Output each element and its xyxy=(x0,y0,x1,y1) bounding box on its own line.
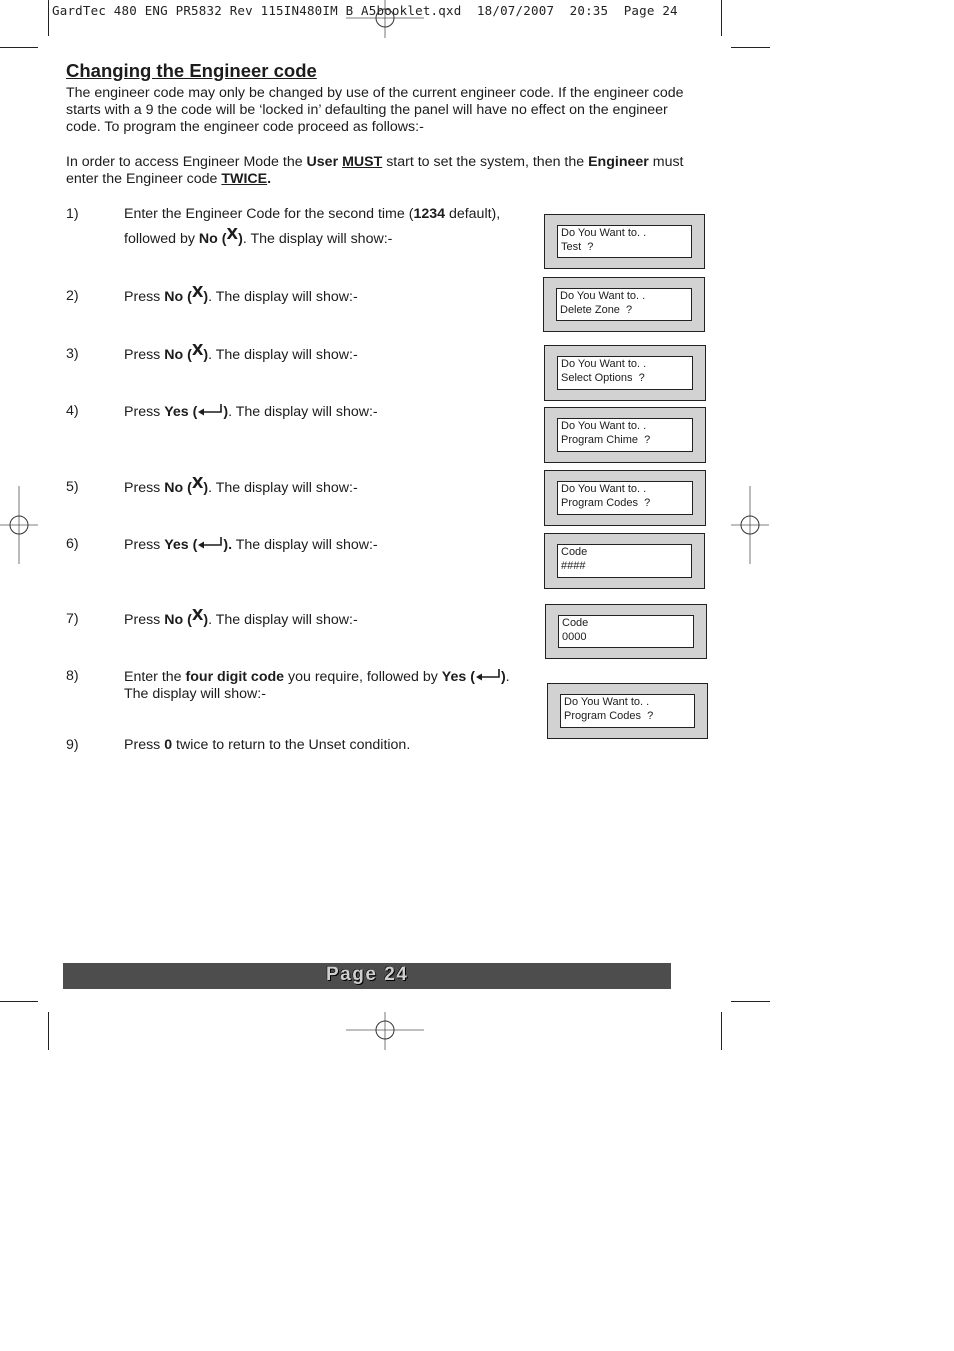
registration-mark-icon xyxy=(346,0,424,38)
step-text xyxy=(124,206,500,248)
intro-text: The engineer code may only be changed by use of the current engineer code. If the engineer code starts with a 9 the code will be ‘locked in’ defaulting the panel will have no effect on the engineer code. To program the engineer code proceed as follows:- xyxy=(66,85,684,135)
four-digit-code-text: four digit code xyxy=(185,669,285,685)
step-text-part: Enter the Engineer Code for the second time ( xyxy=(124,206,414,222)
key-label: ) xyxy=(203,289,209,305)
enter-arrow-icon xyxy=(197,403,223,417)
step-text-part: Press xyxy=(124,289,165,305)
crop-mark xyxy=(721,0,722,36)
no-key-icon: X xyxy=(191,474,204,492)
display-line: Program Codes ? xyxy=(564,709,654,722)
display-line: Code xyxy=(561,546,588,558)
step-text xyxy=(124,474,358,497)
registration-mark-icon xyxy=(731,486,769,564)
must-word: MUST xyxy=(342,154,383,170)
display-line: Program Chime ? xyxy=(561,433,651,446)
access-text: start to set the system, then the xyxy=(382,154,589,170)
display-screen xyxy=(557,356,693,390)
display-line: Program Codes ? xyxy=(561,496,651,509)
step-number: 1) xyxy=(66,206,79,222)
display-line: Do You Want to. . xyxy=(561,227,647,239)
step-text xyxy=(124,536,378,554)
step-number: 6) xyxy=(66,536,79,552)
crop-mark xyxy=(0,1001,38,1002)
step-number: 4) xyxy=(66,403,79,419)
step-text xyxy=(124,668,510,703)
display-line: Do You Want to. . xyxy=(560,290,646,302)
step-text-part: Press xyxy=(124,347,165,363)
file-slug: GardTec 480 ENG PR5832 Rev 115IN480IM B A5booklet.qxd 18/07/2007 20:35 Page 24 xyxy=(52,3,678,18)
step-number: 5) xyxy=(66,479,79,495)
display-screen xyxy=(557,544,692,578)
step-text-part: default), xyxy=(445,206,501,222)
no-key-icon: X xyxy=(191,341,204,359)
step-text-part: . The display will show:- xyxy=(208,480,358,496)
key-label: ) xyxy=(500,669,506,685)
step-number: 9) xyxy=(66,737,79,753)
step-text xyxy=(124,341,358,364)
display-screen xyxy=(556,288,692,321)
step-text-part: . The display will show:- xyxy=(228,404,378,420)
display-line: Do You Want to. . xyxy=(561,358,647,370)
registration-mark-icon xyxy=(346,1012,424,1050)
step-text-part: Press xyxy=(124,404,165,420)
keypad-display xyxy=(544,533,705,589)
crop-mark xyxy=(48,0,49,36)
key-label: Yes ( xyxy=(164,537,198,553)
key-label: ) xyxy=(203,612,209,628)
step-number: 7) xyxy=(66,611,79,627)
crop-mark xyxy=(731,1001,770,1002)
access-text: must enter the Engineer code xyxy=(66,154,684,187)
crop-mark xyxy=(731,47,770,48)
display-screen xyxy=(557,225,692,258)
crop-mark xyxy=(0,47,38,48)
crop-mark xyxy=(721,1012,722,1050)
engineer-word: Engineer xyxy=(588,154,649,170)
keypad-display xyxy=(544,214,705,269)
display-line: Select Options ? xyxy=(561,371,645,384)
step-text-part: . xyxy=(505,669,510,685)
step-text-part: . The display will show:- xyxy=(242,231,393,247)
zero-key-text: 0 xyxy=(164,737,173,753)
crop-mark xyxy=(48,1012,49,1050)
step-text xyxy=(124,606,358,629)
page-title: Changing the Engineer code xyxy=(66,60,317,81)
step-line xyxy=(124,225,500,248)
default-code: 1234 xyxy=(413,206,445,222)
key-label: No ( xyxy=(164,289,192,305)
step-text-part: followed by xyxy=(124,231,199,247)
keypad-display xyxy=(544,345,706,401)
display-screen xyxy=(560,694,695,728)
step-text-part: . The display will show:- xyxy=(208,612,358,628)
step-text xyxy=(124,403,378,421)
step-text-part: Press xyxy=(124,480,165,496)
key-label: ) xyxy=(203,347,209,363)
keypad-display xyxy=(543,277,705,332)
step-text-part: Press xyxy=(124,537,165,553)
keypad-display xyxy=(544,407,706,463)
key-label: ). xyxy=(223,537,233,553)
key-label: ) xyxy=(238,231,243,247)
key-label: No ( xyxy=(198,231,227,247)
key-label: No ( xyxy=(164,612,192,628)
keypad-display xyxy=(547,683,708,739)
display-screen xyxy=(557,481,693,515)
key-label: Yes ( xyxy=(441,669,475,685)
step-text-part: . The display will show:- xyxy=(208,289,358,305)
step-text xyxy=(124,283,358,306)
step-number: 2) xyxy=(66,288,79,304)
no-key-icon: X xyxy=(226,225,239,243)
key-label: ) xyxy=(203,480,209,496)
display-screen xyxy=(558,615,694,648)
step-text-part: . The display will show:- xyxy=(208,347,358,363)
key-label: No ( xyxy=(164,347,192,363)
step-number: 8) xyxy=(66,668,79,684)
display-screen xyxy=(557,418,693,452)
step-text-part: The display will show:- xyxy=(232,537,378,553)
twice-word: TWICE xyxy=(221,171,268,187)
registration-mark-icon xyxy=(0,486,38,564)
display-line: Do You Want to. . xyxy=(561,483,647,495)
step-text xyxy=(124,737,410,754)
step-line: The display will show:- xyxy=(124,686,266,702)
user-word: User xyxy=(306,154,339,170)
no-key-icon: X xyxy=(191,283,204,301)
display-line: Delete Zone ? xyxy=(560,303,633,316)
enter-arrow-icon xyxy=(475,668,501,682)
display-line: Do You Want to. . xyxy=(564,696,650,708)
step-number: 3) xyxy=(66,346,79,362)
step-text-part: Press xyxy=(124,737,165,753)
step-text-part: Press xyxy=(124,612,165,628)
display-line: Test ? xyxy=(561,240,594,253)
keypad-display xyxy=(545,604,707,659)
access-text: In order to access Engineer Mode the xyxy=(66,154,307,170)
access-text: . xyxy=(267,171,272,187)
display-line: #### xyxy=(561,559,586,572)
step-text-part: you require, followed by xyxy=(284,669,442,685)
display-line: Code xyxy=(562,617,589,629)
step-text-part: Enter the xyxy=(124,669,186,685)
keypad-display xyxy=(544,470,706,526)
access-paragraph xyxy=(66,154,706,188)
intro-paragraph xyxy=(66,85,706,136)
key-label: No ( xyxy=(164,480,192,496)
enter-arrow-icon xyxy=(197,536,223,550)
display-line: 0000 xyxy=(562,630,587,643)
key-label: Yes ( xyxy=(164,404,198,420)
no-key-icon: X xyxy=(191,606,204,624)
display-line: Do You Want to. . xyxy=(561,420,647,432)
page-number: Page 24 xyxy=(326,964,409,985)
key-label: ) xyxy=(223,404,229,420)
step-text-part: twice to return to the Unset condition. xyxy=(172,737,411,753)
